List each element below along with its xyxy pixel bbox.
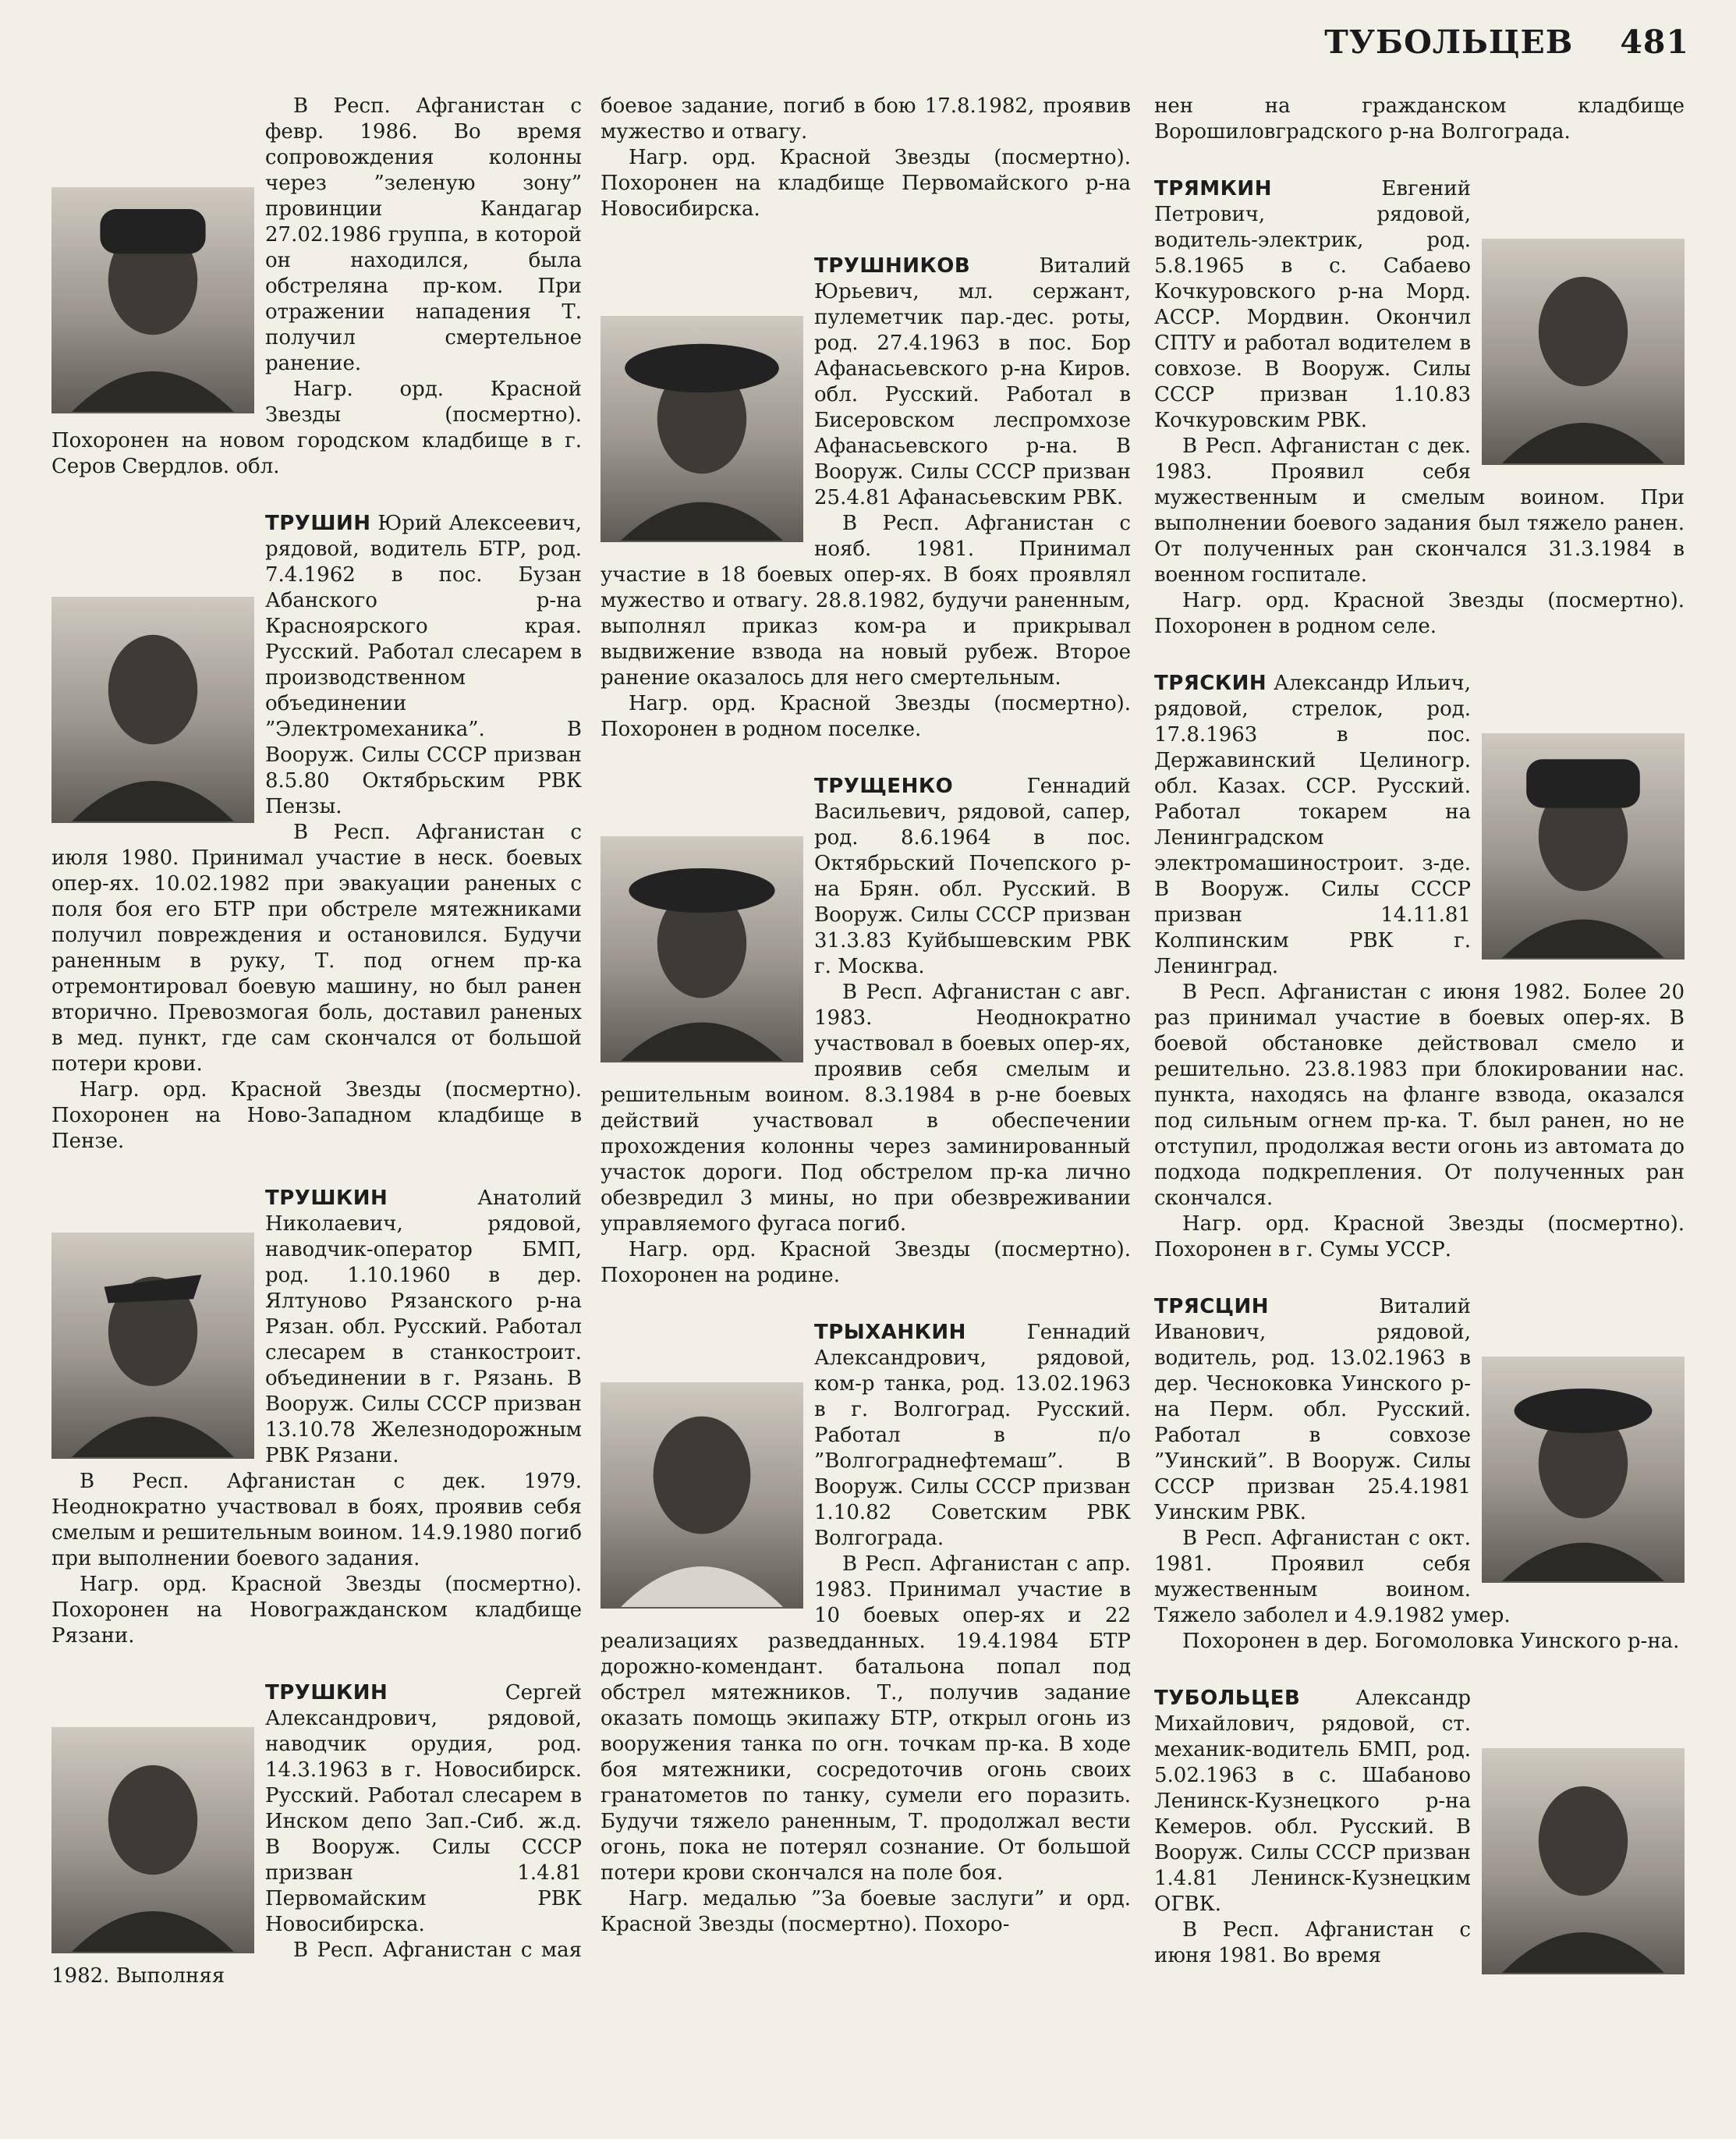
entry-surname: ТРУШКИН (265, 1187, 388, 1210)
entry-text: Нагр. орд. Красной Звезды (посмертно). Похоронен на Ново-Западном кладбище в Пензе. (51, 1078, 582, 1153)
portrait-silhouette-icon (601, 836, 803, 1062)
running-head-surname: ТУБОЛЬЦЕВ (1324, 23, 1574, 61)
portrait-silhouette-icon (1482, 733, 1685, 960)
portrait-photo (601, 836, 803, 1062)
entry-text: Нагр. орд. Красной Звезды (посмертно). Похоронен в г. Сумы УССР. (1154, 1212, 1685, 1261)
entry-tryaskin (1154, 671, 1685, 1263)
column-2 (601, 94, 1131, 2122)
portrait-photo (51, 1727, 254, 1953)
portrait-silhouette-icon (51, 597, 254, 823)
entry-text: Виталий Иванович, рядовой, водитель, род. 13.02.1963 в дер. Чесноковка Уинского р-на Перм. обл. Русский. Работал в совхозе ”Уинский”. В Вооруж. Силы СССР призван 25.4.1981 Уинским РВК. (1154, 1295, 1471, 1524)
entry-text: Евгений Петрович, рядовой, водитель-электрик, род. 5.8.1965 в с. Сабаево Кочкуровского р-на Морд. АССР. Мордвин. Окончил СПТУ и работал водителем в совхозе. В Вооруж. Силы СССР призван 1.10.83 Кочкуровским РВК. (1154, 177, 1471, 432)
entry-surname: ТРУШНИКОВ (814, 254, 971, 278)
portrait-photo (1482, 1748, 1685, 1974)
entry-trushchenko (601, 774, 1131, 1289)
portrait-silhouette-icon (1482, 1357, 1685, 1583)
entry-tryascin (1154, 1294, 1685, 1655)
entry-text: Нагр. орд. Красной Звезды (посмертно). Похоронен на Новогражданском кладбище Рязани. (51, 1573, 582, 1648)
entry-text: Нагр. медалью ”За боевые заслуги” и орд. Красной Звезды (посмертно). Похоро- (601, 1887, 1131, 1936)
portrait-silhouette-icon (51, 187, 254, 413)
entry-tubolcev (1154, 1686, 1685, 1969)
entry-trushkin-sergey (51, 1680, 582, 1989)
entry-text: Нагр. орд. Красной Звезды (посмертно). Похоронен в родном селе. (1154, 589, 1685, 638)
entry-surname: ТРУЩЕНКО (814, 775, 954, 798)
entry-text: Нагр. орд. Красной Звезды (посмертно). Похоронен на родине. (601, 1238, 1131, 1287)
portrait-photo (51, 597, 254, 823)
portrait-photo (51, 1233, 254, 1459)
entry-text: нен на гражданском кладбище Ворошиловградского р-на Волгограда. (1154, 94, 1685, 144)
entry-text: Александр Михайлович, рядовой, ст. механик-водитель БМП, род. 5.02.1963 в с. Шабаново Ленинск-Кузнецкого р-на Кемеров. обл. Русский. В Вооруж. Силы СССР призван 1.4.81 Ленинск-Кузнецким ОГВК. (1154, 1687, 1471, 1916)
entry-continuation (601, 94, 1131, 222)
entry-text: Сергей Александрович, рядовой, наводчик орудия, род. 14.3.1963 в г. Новосибирск. Русский. Работал слесарем в Инском депо Зап.-Сиб. ж.д. В Вооруж. Силы СССР призван 1.4.81 Первомайским РВК Новосибирска. (265, 1681, 582, 1936)
portrait-photo (1482, 1357, 1685, 1583)
entry-text: В Респ. Афганистан с авг. 1983. Неоднократно участвовал в боевых опер-ях, проявив себя смелым и решительным воином. 8.3.1984 в р-не боевых действий участвовал в обеспечении прохождения колонны через заминированный участок дороги. Под обстрелом пр-ка лично обезвредил 3 мины, но при обезвреживании управляемого фугаса погиб. (601, 981, 1131, 1236)
entry-text: В Респ. Афганистан с июля 1980. Принимал участие в неск. боевых опер-ях. 10.02.1982 при эвакуации раненых с поля боя его БТР при обстреле мятежниками получил повреждения и остановился. Будучи раненным в руку, Т. под огнем пр-ка отремонтировал боевую машину, но был ранен вторично. Превозмогая боль, доставил раненых в мед. пункт, где сам скончался от большой потери крови. (51, 821, 582, 1076)
entry-text: Геннадий Александрович, рядовой, ком-р танка, род. 13.02.1963 в г. Волгоград. Русский. Работал в п/о ”Волгограднефтемаш”. В Вооруж. Силы СССР призван 1.10.82 Советским РВК Волгограда. (814, 1321, 1131, 1550)
portrait-silhouette-icon (51, 1233, 254, 1459)
entry-text: Нагр. орд. Красной Звезды (посмертно). Похоронен на кладбище Первомайского р-на Новосибирска. (601, 146, 1131, 221)
entry-trushin (51, 511, 582, 1155)
portrait-silhouette-icon (601, 1382, 803, 1609)
entry-surname: ТРЯСЦИН (1154, 1295, 1270, 1318)
portrait-photo (1482, 733, 1685, 960)
entry-text: В Респ. Афганистан с июня 1982. Более 20 раз принимал участие в боевых опер-ях. В боевой обстановке действовал смело и решительно. 23.8.1983 при блокировании нас. пункта, находясь на фланге взвода, оказался под сильным огнем пр-ка. Т. был ранен, но не отступил, продолжая вести огонь из автомата до подхода подкрепления. От полученных ран скончался. (1154, 981, 1685, 1210)
entry-surname: ТРУШИН (265, 512, 371, 535)
portrait-photo (601, 316, 803, 542)
portrait-photo (51, 187, 254, 413)
entry-text: Нагр. орд. Красной Звезды (посмертно). Похоронен на новом городском кладбище в г. Серов Свердлов. обл. (51, 378, 582, 478)
entry-text: В Респ. Афганистан с дек. 1979. Неоднократно участвовал в боях, проявив себя смелым и решительным воином. 14.9.1980 погиб при выполнении боевого задания. (51, 1470, 582, 1570)
entry-surname: ТРЫХАНКИН (814, 1321, 966, 1344)
entry-surname: ТРУШКИН (265, 1681, 388, 1704)
entry-text: Нагр. орд. Красной Звезды (посмертно). Похоронен в родном поселке. (601, 692, 1131, 741)
column-3 (1154, 94, 1685, 2122)
portrait-silhouette-icon (1482, 239, 1685, 465)
portrait-photo (601, 1382, 803, 1609)
entry-text: В Респ. Афганистан с апр. 1983. Принимал участие в 10 боевых опер-ях и 22 реализациях разведданных. 19.4.1984 БТР дорожно-комендант. батальона попал под обстрел мятежников. Т., получив задание оказать помощь экипажу БТР, открыл огонь из вооружения танка по огн. точкам пр-ка. В ходе боя мятежники, сосредоточив огонь своих гранатометов по танку, сумели его поразить. Будучи тяжело раненным, Т. продолжал вести огонь, пока не потерял сознание. От большой потери крови скончался на поле боя. (601, 1552, 1131, 1885)
entry-text: Геннадий Васильевич, рядовой, сапер, род. 8.6.1964 в пос. Октябрьский Почепского р-на Брян. обл. Русский. В Вооруж. Силы СССР призван 31.3.83 Куйбышевским РВК г. Москва. (814, 775, 1131, 978)
entry-surname: ТУБОЛЬЦЕВ (1154, 1687, 1301, 1710)
entry-text: В Респ. Афганистан с мая 1982. Выполняя (51, 1939, 582, 1988)
portrait-silhouette-icon (1482, 1748, 1685, 1974)
entry-text: боевое задание, погиб в бою 17.8.1982, проявив мужество и отвагу. (601, 94, 1131, 144)
entry-continuation (1154, 94, 1685, 145)
entry-text: В Респ. Афганистан с июня 1981. Во время (1154, 1918, 1471, 1967)
entry-text: В Респ. Афганистан с нояб. 1981. Принимал участие в 18 боевых опер-ях. В боях проявлял мужество и отвагу. 28.8.1982, будучи раненным, выполнял приказ ком-ра и прикрывал выдвижение взвода на новый рубеж. Второе ранение оказалось для него смертельным. (601, 512, 1131, 690)
entry-tryamkin (1154, 176, 1685, 640)
portrait-photo (1482, 239, 1685, 465)
entry-text: В Респ. Афганистан с окт. 1981. Проявил себя мужественным воином. Тяжело заболел и 4.9.1982 умер. (1154, 1527, 1511, 1627)
column-1 (51, 94, 582, 2122)
entry-surname: ТРЯМКИН (1154, 177, 1272, 200)
portrait-silhouette-icon (601, 316, 803, 542)
entry-text: В Респ. Афганистан с дек. 1983. Проявил себя мужественным и смелым воином. При выполнении боевого задания был тяжело ранен. От полученных ран скончался 31.3.1984 в военном госпитале. (1154, 435, 1685, 587)
page-header (1324, 23, 1689, 70)
entry-text: Похоронен в дер. Богомоловка Уинского р-на. (1182, 1630, 1680, 1653)
entry-text: Юрий Алексеевич, рядовой, водитель БТР, род. 7.4.1962 в пос. Бузан Абанского р-на Красноярского края. Русский. Работал слесарем в производственном объединении ”Электромеханика”. В Вооруж. Силы СССР призван 8.5.80 Октябрьским РВК Пензы. (265, 512, 582, 818)
entry-text: В Респ. Афганистан с февр. 1986. Во время сопровождения колонны через ”зеленую зону” провинции Кандагар 27.02.1986 группа, в которой он находился, была обстреляна пр-ком. При отражении нападения Т. получил смертельное ранение. (265, 94, 582, 375)
entry-surname: ТРЯСКИН (1154, 672, 1267, 695)
portrait-silhouette-icon (51, 1727, 254, 1953)
entry-text: Виталий Юрьевич, мл. сержант, пулеметчик пар.-дес. роты, род. 27.4.1963 в пос. Бор Афанасьевского р-на Киров. обл. Русский. Работал в Бисеровском леспромхозе Афанасьевского р-на. В Вооруж. Силы СССР призван 25.4.81 Афанасьевским РВК. (814, 254, 1131, 509)
entry-tryhankin (601, 1320, 1131, 1938)
entry-text: Александр Ильич, рядовой, стрелок, род. 17.8.1963 в пос. Державинский Целиногр. обл. Казах. ССР. Русский. Работал токарем на Ленинградском электромашиностроит. з-де. В Вооруж. Силы СССР призван 14.11.81 Колпинским РВК г. Ленинград. (1154, 672, 1471, 978)
entry-continuation (51, 94, 582, 480)
page-number: 481 (1620, 23, 1689, 61)
entry-trushkin-anatoly (51, 1186, 582, 1649)
entry-trushnikov (601, 254, 1131, 743)
entry-text: Анатолий Николаевич, рядовой, наводчик-оператор БМП, род. 1.10.1960 в дер. Ялтуново Рязанского р-на Рязан. обл. Русский. Работал слесарем в станкостроит. объединении в г. Рязань. В Вооруж. Силы СССР призван 13.10.78 Железнодорожным РВК Рязани. (265, 1187, 582, 1467)
